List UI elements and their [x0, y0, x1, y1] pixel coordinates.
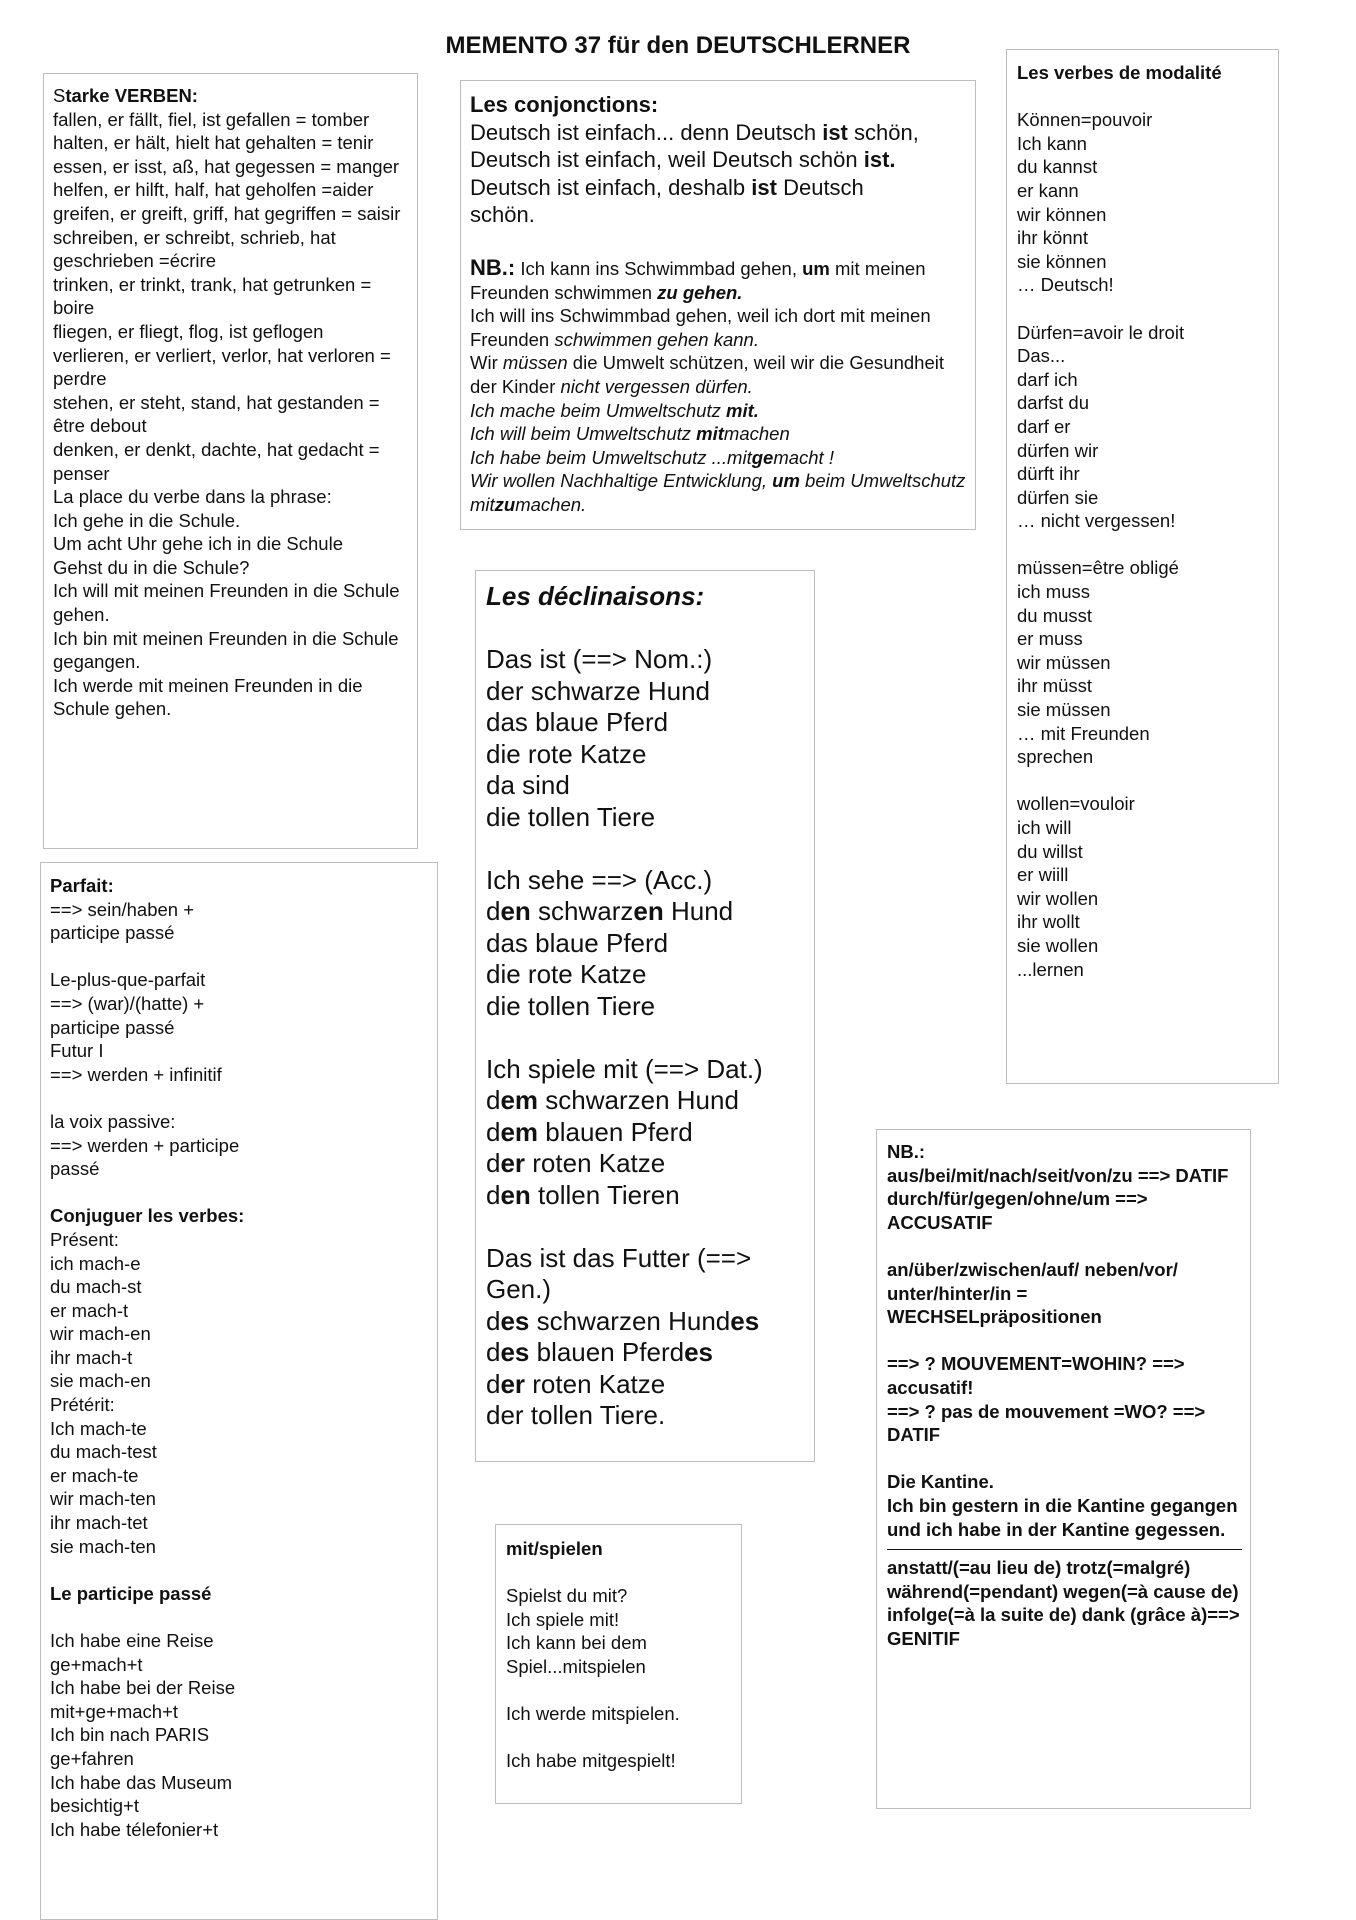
verb-line: stehen, er steht, stand, hat gestanden = être debout	[53, 391, 380, 437]
conjunction-line: Deutsch ist einfach, weil Deutsch schön ist.	[470, 147, 896, 173]
parfait-line: participe passé	[50, 1016, 175, 1038]
declension-line: Ich spiele mit (==> Dat.)	[486, 1053, 763, 1084]
declension-line: der roten Katze	[486, 1368, 666, 1399]
parfait-line: ==> (war)/(hatte) +	[50, 992, 205, 1014]
parfait-line: Futur I	[50, 1040, 104, 1062]
prepositions-line: Die Kantine.	[887, 1471, 994, 1493]
conjunction-line: Deutsch ist einfach, deshalb ist Deutsch	[470, 174, 864, 200]
modal-line: Das...	[1017, 345, 1066, 367]
conjunction-line: Deutsch ist einfach... denn Deutsch ist schön,	[470, 119, 919, 145]
modal-line: du willst	[1017, 840, 1083, 862]
divider	[887, 1549, 1242, 1550]
parfait-line: ==> werden + infinitif	[50, 1063, 222, 1085]
modal-line: müssen=être obligé	[1017, 557, 1179, 579]
verb-line: schreiben, er schreibt, schrieb, hat geschrieben =écrire	[53, 226, 336, 272]
parfait-line: ge+fahren	[50, 1747, 134, 1769]
declension-line: dem schwarzen Hund	[486, 1085, 739, 1115]
parfait-line: er mach-t	[50, 1299, 129, 1321]
verb-line: Ich gehe in die Schule.	[53, 509, 241, 531]
declension-line: der tollen Tiere.	[486, 1400, 666, 1430]
mitspielen-line: Ich habe mitgespielt!	[506, 1750, 676, 1772]
parfait-line: besichtig+t	[50, 1795, 139, 1817]
parfait-line: Prétérit:	[50, 1394, 115, 1416]
verb-line: verlieren, er verliert, verlor, hat verloren = perdre	[53, 344, 391, 390]
parfait-line: ==> werden + participe	[50, 1134, 240, 1156]
page-title: MEMENTO 37 für den DEUTSCHLERNER	[445, 32, 911, 59]
mitspielen-box	[495, 1524, 742, 1804]
modal-line: … mit Freunden	[1017, 722, 1150, 744]
mitspielen-line: Ich werde mitspielen.	[506, 1703, 680, 1725]
parfait-line: Ich bin nach PARIS	[50, 1724, 210, 1746]
declension-line: des schwarzen Hundes	[486, 1305, 760, 1336]
mitspielen-line: Ich spiele mit!	[506, 1608, 620, 1630]
prepositions-line: Ich bin gestern in die Kantine gegangen	[887, 1494, 1238, 1516]
declension-line: die rote Katze	[486, 738, 647, 769]
modal-line: sie wollen	[1017, 934, 1099, 956]
prepositions-line: an/über/zwischen/auf/ neben/vor/ unter/hinter/in = WECHSELpräpositionen	[887, 1258, 1178, 1328]
declension-line: den tollen Tieren	[486, 1179, 680, 1210]
parfait-line: Ich habe eine Reise	[50, 1630, 214, 1651]
prepositions-box	[876, 1129, 1251, 1809]
modal-verbs-box	[1006, 49, 1279, 1084]
verb-line: trinken, er trinkt, trank, hat getrunken = boire	[53, 273, 372, 319]
participle-heading: Le participe passé	[50, 1582, 212, 1604]
mitspielen-line: Spiel...mitspielen	[506, 1655, 646, 1677]
parfait-line: participe passé	[50, 922, 175, 944]
declensions-box	[475, 570, 815, 1462]
modal-line: sie müssen	[1017, 699, 1111, 721]
modal-line: er wiill	[1017, 864, 1069, 886]
verb-line: fliegen, er fliegt, flog, ist geflogen	[53, 320, 324, 342]
prepositions-line: ==> ? MOUVEMENT=WOHIN? ==> accusatif!	[887, 1353, 1185, 1398]
prepositions-line: und ich habe in der Kantine gegessen.	[887, 1518, 1226, 1540]
prepositions-heading: NB.:	[887, 1141, 926, 1162]
declension-line: Gen.)	[486, 1274, 552, 1304]
mitspielen-heading: mit/spielen	[506, 1538, 603, 1559]
mitspielen-line: Ich kann bei dem	[506, 1632, 647, 1654]
modal-line: dürft ihr	[1017, 463, 1080, 485]
declension-line: das blaue Pferd	[486, 707, 669, 737]
parfait-line: wir mach-en	[50, 1323, 151, 1345]
modal-line: … Deutsch!	[1017, 274, 1114, 296]
conjunctions-box	[460, 80, 976, 530]
prepositions-line: ==> ? pas de mouvement =WO? ==> DATIF	[887, 1400, 1206, 1446]
parfait-line: Présent:	[50, 1228, 119, 1250]
verb-line: Ich bin mit meinen Freunden in die Schule gegangen.	[53, 627, 399, 673]
modal-line: sprechen	[1017, 746, 1094, 768]
prepositions-line: anstatt/(=au lieu de) trotz(=malgré) während(=pendant) wegen(=à cause de) infolge(=à la suite de) dank (grâce à)==> GENITIF	[887, 1557, 1240, 1649]
verb-line: Gehst du in die Schule?	[53, 556, 250, 578]
modal-line: wir können	[1017, 203, 1107, 225]
parfait-line: Ich habe bei der Reise	[50, 1677, 236, 1699]
mitspielen-line: Spielst du mit?	[506, 1585, 628, 1607]
verb-line: La place du verbe dans la phrase:	[53, 486, 332, 508]
declension-line: da sind	[486, 770, 570, 800]
parfait-line: ihr mach-tet	[50, 1512, 148, 1534]
modal-line: ...lernen	[1017, 958, 1084, 980]
modal-line: dürfen wir	[1017, 439, 1099, 461]
declension-line: die tollen Tiere	[486, 801, 656, 832]
declension-line: die rote Katze	[486, 959, 647, 989]
parfait-line: er mach-te	[50, 1464, 139, 1486]
verb-line: Ich will mit meinen Freunden in die Schule gehen.	[53, 580, 400, 626]
verb-line: halten, er hält, hielt hat gehalten = tenir	[53, 132, 374, 154]
modal-line: Dürfen=avoir le droit	[1017, 321, 1185, 343]
parfait-line: ge+mach+t	[50, 1653, 143, 1675]
parfait-heading: Parfait:	[50, 875, 114, 896]
conjugation-heading: Conjuguer les verbes:	[50, 1205, 245, 1227]
modal-line: wir müssen	[1017, 651, 1111, 673]
parfait-line: Ich mach-te	[50, 1417, 147, 1439]
modal-line: er kann	[1017, 179, 1079, 201]
parfait-line: passé	[50, 1158, 100, 1180]
modal-line: ihr müsst	[1017, 675, 1093, 697]
verb-line: fallen, er fällt, fiel, ist gefallen = tomber	[53, 108, 370, 130]
parfait-line: du mach-st	[50, 1276, 142, 1298]
declension-line: den schwarzen Hund	[486, 896, 734, 926]
conjunction-line: schön.	[470, 202, 535, 228]
conjunctions-note: NB.: Ich kann ins Schwimmbad gehen, um mit meinen Freunden schwimmen zu gehen. Ich will ins Schwimmbad gehen, weil ich dort mit meinen Freunden schwimmen gehen kann. Wir müssen die Umwelt schützen, weil wir die Gesundheit der Kinder nicht vergessen dürfen. Ich mache beim Umweltschutz mit. Ich will beim Umweltschutz mitmachen Ich habe beim Umweltschutz ...mitgemacht ! Wir wollen Nachhaltige Entwicklung, um beim Umweltschutz mitzumachen.	[470, 254, 966, 515]
strong-verbs-box	[43, 73, 418, 849]
modal-line: darf ich	[1017, 368, 1078, 390]
declension-line: das blaue Pferd	[486, 927, 669, 958]
modal-line: dürfen sie	[1017, 486, 1099, 508]
modal-line: ich will	[1017, 817, 1072, 838]
verb-line: Um acht Uhr gehe ich in die Schule	[53, 533, 343, 555]
modal-line: darfst du	[1017, 392, 1089, 414]
parfait-line: Ich habe télefonier+t	[50, 1818, 219, 1840]
parfait-box	[40, 862, 438, 1920]
modal-line: darf er	[1017, 415, 1071, 437]
parfait-line: wir mach-ten	[50, 1488, 156, 1510]
modal-line: Ich kann	[1017, 132, 1087, 154]
strong-verbs-heading: Starke VERBEN:	[53, 85, 198, 106]
parfait-line: Ich habe das Museum	[50, 1771, 233, 1793]
declension-line: der roten Katze	[486, 1148, 666, 1178]
verb-line: denken, er denkt, dachte, hat gedacht = penser	[53, 438, 380, 484]
parfait-line: Le-plus-que-parfait	[50, 969, 206, 991]
declension-line: dem blauen Pferd	[486, 1116, 693, 1147]
modal-line: sie können	[1017, 250, 1107, 272]
declension-line: der schwarze Hund	[486, 675, 710, 706]
parfait-line: sie mach-en	[50, 1370, 151, 1392]
declension-line: die tollen Tiere	[486, 990, 656, 1021]
prepositions-line: aus/bei/mit/nach/seit/von/zu ==> DATIF	[887, 1164, 1229, 1186]
verb-line: helfen, er hilft, half, hat geholfen =aider	[53, 179, 374, 201]
declensions-heading: Les déclinaisons:	[486, 581, 705, 611]
conjunctions-heading: Les conjonctions:	[470, 92, 659, 117]
modal-line: du musst	[1017, 604, 1093, 626]
declension-line: Ich sehe ==> (Acc.)	[486, 864, 713, 895]
declension-line: des blauen Pferdes	[486, 1337, 713, 1367]
modal-line: … nicht vergessen!	[1017, 510, 1176, 532]
parfait-line: ==> sein/haben +	[50, 898, 195, 920]
modal-line: Können=pouvoir	[1017, 109, 1153, 131]
verb-line: essen, er isst, aß, hat gegessen = manger	[53, 155, 400, 177]
modal-line: ihr könnt	[1017, 227, 1088, 249]
parfait-line: ihr mach-t	[50, 1346, 133, 1368]
parfait-line: ich mach-e	[50, 1252, 141, 1274]
modal-line: wir wollen	[1017, 887, 1099, 909]
modal-line: du kannst	[1017, 156, 1098, 178]
declension-line: Das ist (==> Nom.:)	[486, 644, 713, 674]
declension-line: Das ist das Futter (==>	[486, 1242, 752, 1273]
modal-verbs-heading: Les verbes de modalité	[1017, 62, 1222, 83]
parfait-line: du mach-test	[50, 1441, 157, 1463]
modal-line: er muss	[1017, 628, 1083, 650]
verb-line: greifen, er greift, griff, hat gegriffen = saisir	[53, 202, 401, 224]
modal-line: ihr wollt	[1017, 911, 1080, 933]
modal-line: wollen=vouloir	[1017, 793, 1135, 815]
modal-line: ich muss	[1017, 581, 1090, 603]
parfait-line: la voix passive:	[50, 1110, 176, 1132]
prepositions-line: durch/für/gegen/ohne/um ==> ACCUSATIF	[887, 1188, 1148, 1233]
parfait-line: sie mach-ten	[50, 1535, 156, 1557]
verb-line: Ich werde mit meinen Freunden in die Schule gehen.	[53, 674, 363, 720]
parfait-line: mit+ge+mach+t	[50, 1700, 179, 1722]
